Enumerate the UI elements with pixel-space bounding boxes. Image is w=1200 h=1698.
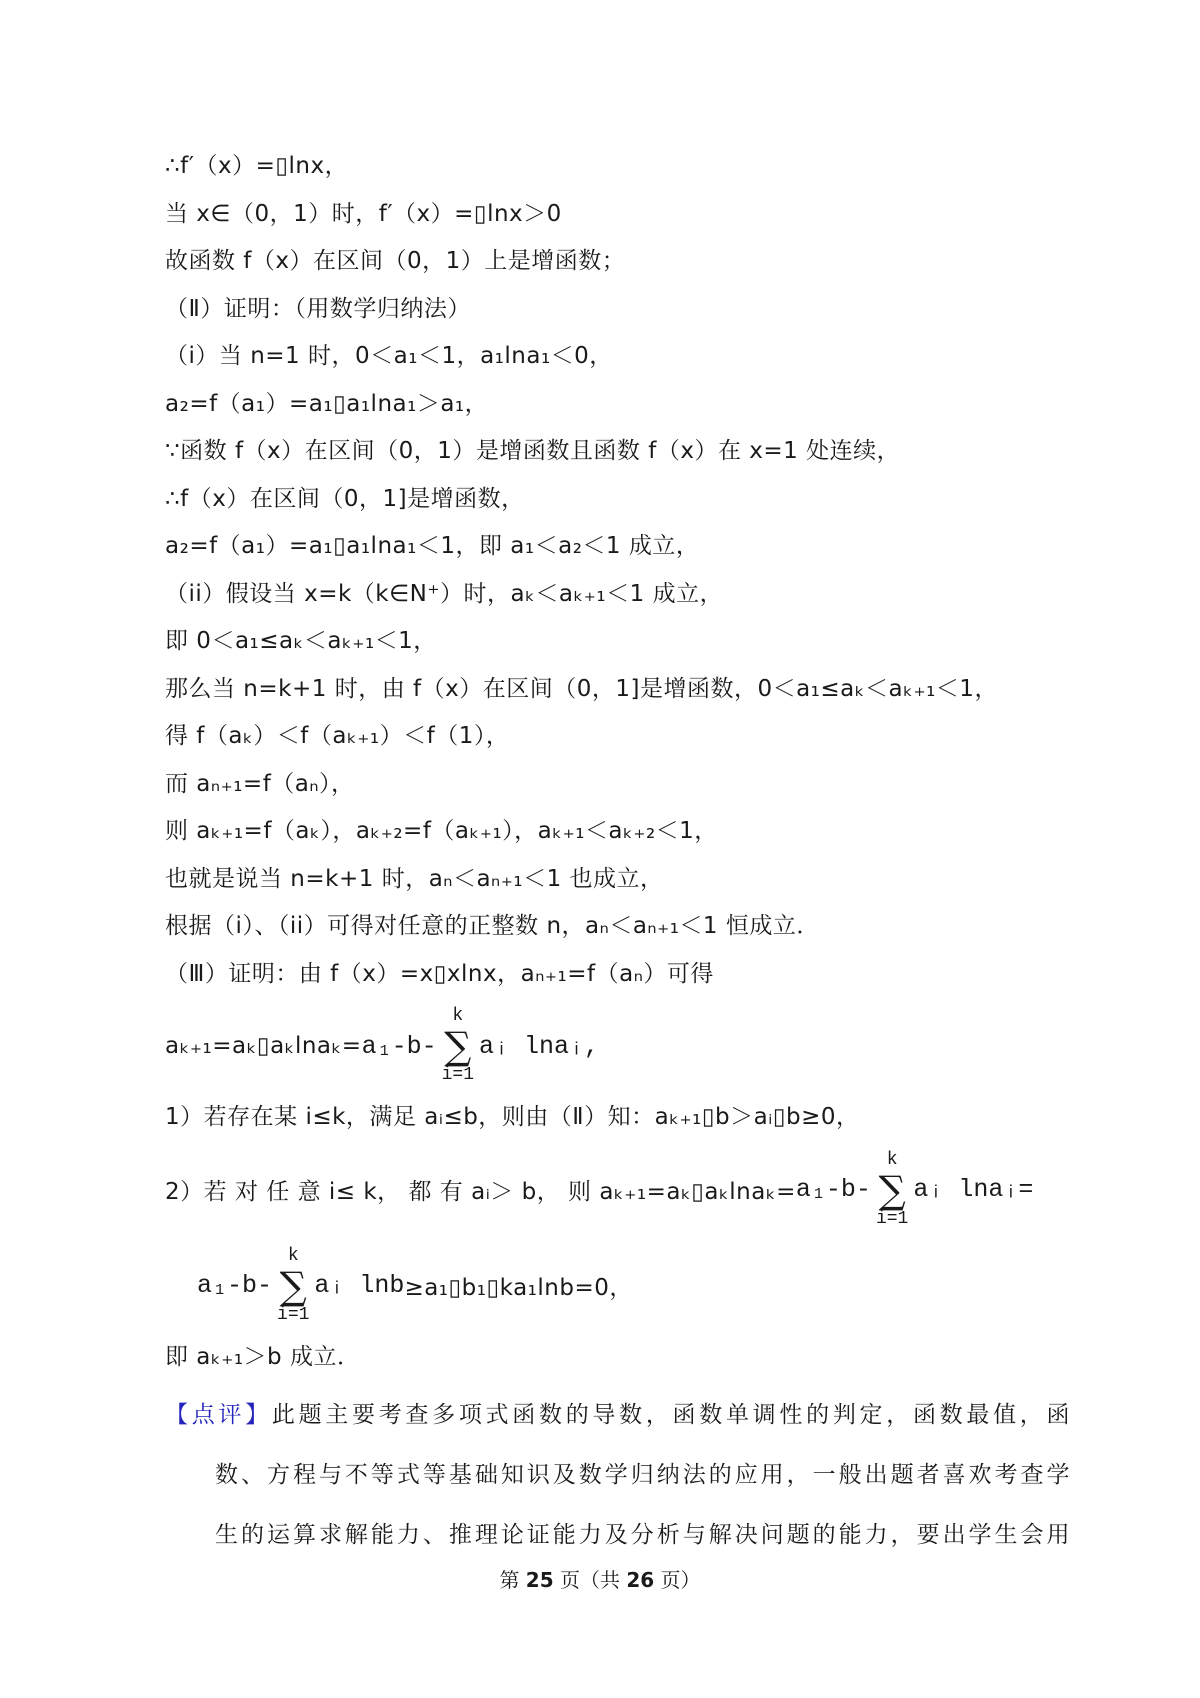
formula-pre-text: a₁-b- (197, 1271, 273, 1300)
footer-prefix: 第 (499, 1568, 526, 1592)
text-line: 也就是说当 n=k+1 时，aₙ＜aₙ₊₁＜1 也成立， (165, 865, 664, 892)
page-footer (0, 1562, 1200, 1598)
footer-page-number: 25 (525, 1568, 554, 1592)
text-line-conclusion: 即 aₖ₊₁＞b 成立． (165, 1343, 361, 1370)
summation-symbol (876, 1150, 908, 1229)
formula-lead-text: 2）若 对 任 意 i≤ k， 都 有 aᵢ＞ b， 则 aₖ₊₁=aₖ▯aₖlnaₖ= (165, 1179, 796, 1205)
formula-line-case2 (165, 1142, 1070, 1238)
formula-pre-text: a₁-b- (361, 1031, 437, 1061)
text-line: 根据（i）、（ii）可得对任意的正整数 n，aₙ＜aₙ₊₁＜1 恒成立． (165, 913, 820, 939)
summation-upper-limit: k (886, 1149, 898, 1170)
comment-label: 【点评】 (165, 1402, 272, 1428)
text-line: （Ⅲ）证明：由 f（x）=x▯xlnx，aₙ₊₁=f（aₙ）可得 (165, 960, 714, 987)
text-line: ∵函数 f（x）在区间（0，1）是增函数且函数 f（x）在 x=1 处连续， (165, 438, 901, 464)
sigma-icon: ∑ (878, 1167, 906, 1212)
formula-pre-text: a₁-b- (795, 1175, 871, 1204)
page-content (165, 143, 1070, 1565)
text-line: 则 aₖ₊₁=f（aₖ），aₖ₊₂=f（aₖ₊₁），aₖ₊₁＜aₖ₊₂＜1， (165, 818, 718, 844)
formula-post-text: aᵢ lnb (314, 1271, 405, 1300)
sigma-icon: ∑ (279, 1263, 307, 1308)
summation-symbol (442, 1006, 474, 1085)
formula-post-text: aᵢ lnaᵢ, (479, 1031, 600, 1061)
formula-post-text: aᵢ lnaᵢ= (913, 1175, 1034, 1204)
summation-upper-limit: k (287, 1245, 299, 1266)
formula-line-continuation (197, 1238, 1070, 1334)
footer-suffix: 页） (654, 1568, 701, 1592)
formula-lead-text: aₖ₊₁=aₖ▯aₖlnaₖ= (165, 1033, 362, 1059)
text-line-case1: 1）若存在某 i≤k，满足 aᵢ≤b，则由（Ⅱ）知：aₖ₊₁▯b＞aᵢ▯b≥0， (165, 1104, 860, 1130)
summation-symbol (277, 1246, 309, 1325)
text-line: （i）当 n=1 时，0＜a₁＜1，a₁lna₁＜0， (165, 343, 613, 369)
text-line: 那么当 n=k+1 时，由 f（x）在区间（0，1]是增函数，0＜a₁≤aₖ＜aₖ₊₁＜1， (165, 675, 998, 702)
summation-upper-limit: k (452, 1006, 464, 1027)
footer-mid: 页（共 (553, 1568, 627, 1592)
summation-lower-limit: i=1 (277, 1304, 310, 1325)
text-line: a₂=f（a₁）=a₁▯a₁lna₁＞a₁， (165, 390, 489, 417)
comment-paragraph (165, 1385, 1070, 1565)
text-line: a₂=f（a₁）=a₁▯a₁lna₁＜1，即 a₁＜a₂＜1 成立， (165, 533, 700, 559)
summation-lower-limit: i=1 (441, 1065, 474, 1085)
text-line: ∴f′（x）=▯lnx， (165, 153, 349, 179)
comment-line: 生的运算求解能力、推理论证能力及分析与解决问题的能力，要出学生会用 (215, 1522, 1070, 1548)
summation-lower-limit: i=1 (875, 1208, 909, 1229)
text-line: 而 aₙ₊₁=f（aₙ）， (165, 770, 355, 797)
text-line: （ii）假设当 x=k（k∈N⁺）时，aₖ＜aₖ₊₁＜1 成立， (165, 580, 724, 607)
comment-text: 此题主要考查多项式函数的导数，函数单调性的判定，函数最值，函 (271, 1402, 1071, 1428)
text-line: 即 0＜a₁≤aₖ＜aₖ₊₁＜1， (165, 628, 437, 654)
text-line: （Ⅱ）证明：（用数学归纳法） (165, 295, 471, 322)
comment-line (165, 1385, 1070, 1445)
footer-total-pages: 26 (626, 1568, 655, 1592)
text-line: 得 f（aₖ）＜f（aₖ₊₁）＜f（1）， (165, 723, 510, 749)
comment-line: 数、方程与不等式等基础知识及数学归纳法的应用，一般出题者喜欢考查学 (215, 1462, 1070, 1488)
text-line: ∴f（x）在区间（0，1]是增函数， (165, 485, 525, 512)
text-line: 当 x∈（0，1）时，f′（x）=▯lnx＞0 (165, 200, 562, 227)
text-line: 故函数 f（x）在区间（0，1）上是增函数； (165, 248, 626, 274)
formula-line-ak1 (165, 998, 1070, 1094)
formula-tail-text: ≥a₁▯b₁▯ka₁lnb=0， (404, 1275, 633, 1301)
sigma-icon: ∑ (444, 1024, 472, 1068)
